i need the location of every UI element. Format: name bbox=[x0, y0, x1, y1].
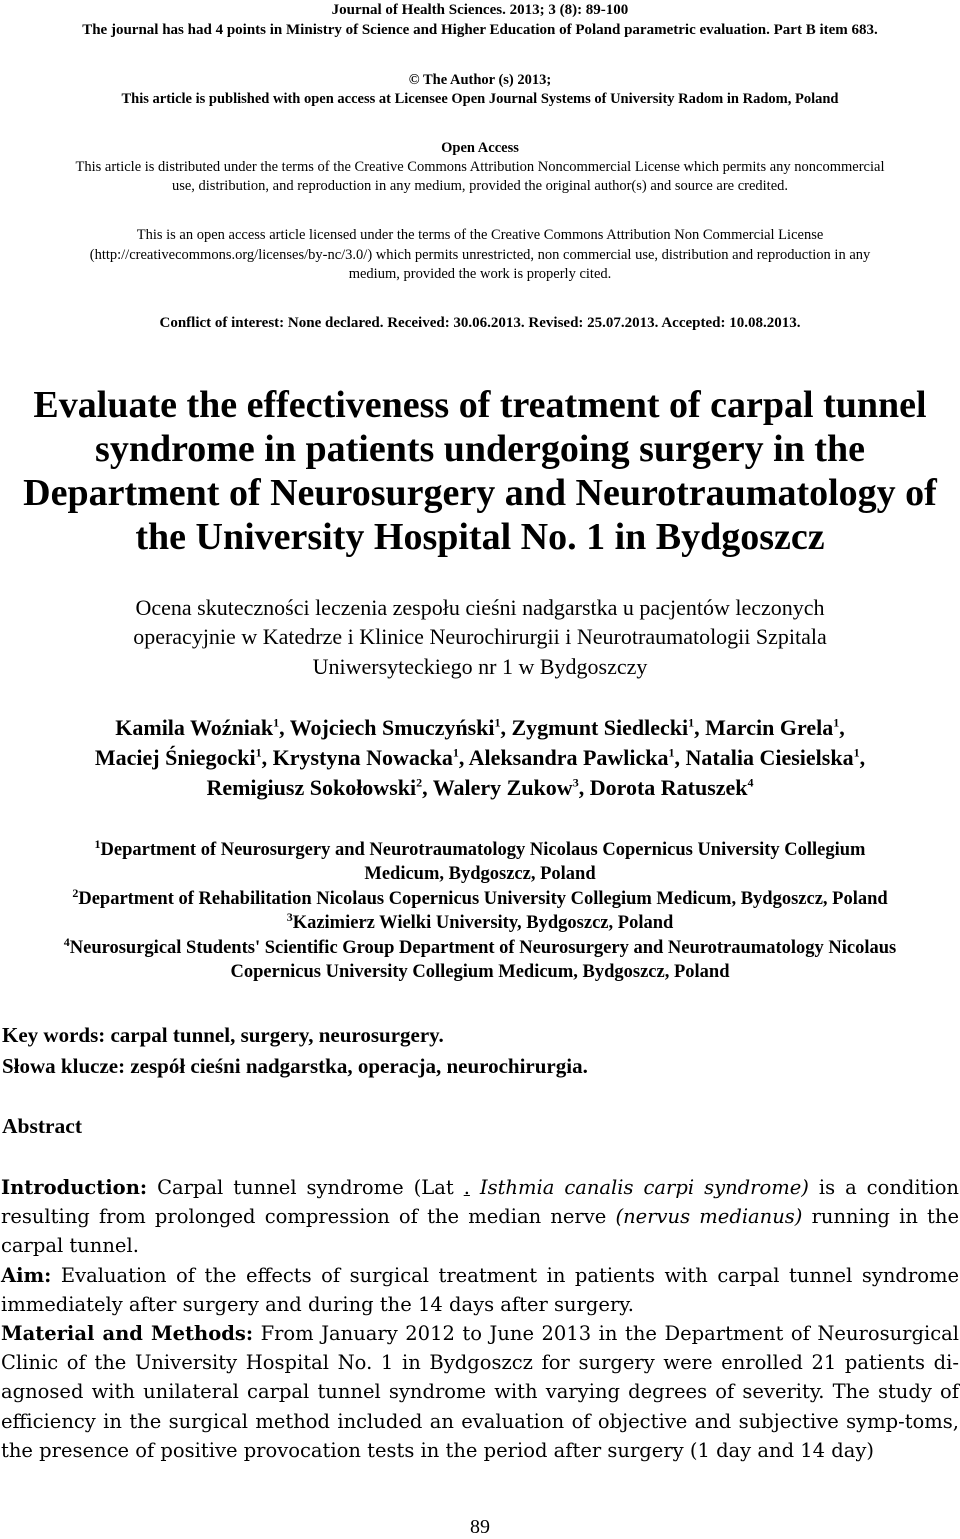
affiliation-text: Department of Rehabilitation Nicolaus Copernicus University Collegium Medicum, Bydgoszcz, Poland bbox=[78, 889, 888, 909]
author-name: Dorota Ratuszek bbox=[589, 775, 748, 800]
license-url-line: (http://creativecommons.org/licenses/by-nc/3.0/) which permits unrestricted, non commercial use, distribution and reproduction in any bbox=[89, 247, 871, 263]
license-line: medium, provided the work is properly cited. bbox=[348, 266, 612, 282]
article-title-line: syndrome in patients undergoing surgery in the bbox=[95, 428, 865, 470]
abstract-body bbox=[1, 1173, 959, 1465]
affiliation-text: Department of Neurosurgery and Neurotraumatology Nicolaus Copernicus University Collegium bbox=[100, 840, 866, 860]
affiliation-3 bbox=[0, 911, 960, 936]
affiliation-text: Kazimierz Wielki University, Bydgoszcz, Poland bbox=[292, 913, 674, 933]
affiliation-marker: 1 bbox=[452, 745, 459, 760]
affiliation-marker: 1 bbox=[494, 715, 501, 730]
license-line: This article is distributed under the terms of the Creative Commons Attribution Noncommercial License which permits any noncommercial bbox=[75, 159, 885, 175]
affiliation-marker: 1 bbox=[255, 745, 262, 760]
affiliation-number: 2 bbox=[72, 885, 79, 900]
article-title-line: Department of Neurosurgery and Neurotraumatology of bbox=[23, 472, 937, 514]
introduction-label: Introduction: bbox=[1, 1176, 148, 1199]
author-name: Marcin Grela bbox=[705, 715, 834, 740]
conflict-of-interest: Conflict of interest: None declared. Received: 30.06.2013. Revised: 25.07.2013. Accepted: 10.08.2013. bbox=[159, 315, 801, 331]
aim-text: Evaluation of the effects of surgical treatment in patients with carpal tunnel syndrome immediately after surgery and during the 14 days after surgery. bbox=[1, 1263, 959, 1316]
aim-label: Aim: bbox=[1, 1263, 52, 1287]
open-access-heading: Open Access bbox=[441, 140, 519, 156]
affiliation-1 bbox=[0, 838, 960, 863]
page-number: 89 bbox=[470, 1516, 490, 1538]
author-name: Zygmunt Siedlecki bbox=[511, 715, 689, 740]
polish-title-line: operacyjnie w Katedrze i Klinice Neurochirurgii i Neurotraumatologii Szpitala bbox=[133, 624, 827, 649]
introduction-text: Carpal tunnel syndrome (Lat bbox=[147, 1176, 464, 1199]
affiliation-number: 4 bbox=[63, 934, 70, 949]
author-name: Kamila Woźniak bbox=[115, 715, 274, 740]
journal-citation: Journal of Health Sciences. 2013; 3 (8): 89-100 bbox=[331, 2, 629, 18]
latin-term: Isthmia canalis carpi syndrome) bbox=[469, 1176, 809, 1199]
journal-points-note: The journal has had 4 points in Ministry of Science and Higher Education of Poland parametric evaluation. Part B item 683. bbox=[82, 22, 878, 38]
latin-term: (nervus medianus) bbox=[615, 1205, 803, 1229]
affiliation-marker: 1 bbox=[853, 745, 860, 760]
affiliation-1-cont: Medicum, Bydgoszcz, Poland bbox=[364, 864, 596, 884]
author-name: Krystyna Nowacka bbox=[272, 745, 453, 770]
abstract-heading: Abstract bbox=[2, 1114, 83, 1138]
polish-title-line: Ocena skuteczności leczenia zespołu cieśni nadgarstka u pacjentów leczonych bbox=[135, 595, 825, 620]
affiliation-number: 3 bbox=[286, 909, 293, 924]
affiliation-4-cont: Copernicus University Collegium Medicum, Bydgoszcz, Poland bbox=[230, 962, 730, 982]
polish-title-line: Uniwersyteckiego nr 1 w Bydgoszczy bbox=[312, 654, 648, 679]
license-line: use, distribution, and reproduction in any medium, provided the original author(s) and source are credited. bbox=[171, 178, 789, 194]
author-name: Natalia Ciesielska bbox=[685, 745, 854, 770]
affiliation-marker: 2 bbox=[416, 775, 423, 790]
author-name: Remigiusz Sokołowski bbox=[206, 775, 417, 800]
affiliation-marker: 4 bbox=[747, 775, 754, 790]
abstract-methods bbox=[1, 1319, 959, 1465]
author-name: Wojciech Smuczyński bbox=[289, 715, 495, 740]
affiliation-marker: 1 bbox=[688, 715, 695, 730]
keywords-polish: Słowa klucze: zespół cieśni nadgarstka, operacja, neurochirurgia. bbox=[2, 1054, 588, 1078]
affiliation-4 bbox=[0, 936, 960, 961]
affiliation-2 bbox=[0, 887, 960, 912]
affiliation-marker: 3 bbox=[572, 775, 579, 790]
abstract-introduction bbox=[1, 1173, 959, 1261]
introduction-text: running in the carpal tunnel. bbox=[1, 1205, 959, 1258]
methods-text: From January 2012 to June 2013 in the Department of Neurosurgical Clinic of the University Hospital No. 1 in Bydgoszcz for surgery were enrolled 21 patients di-agnosed with unilateral carpal tunnel syndrome with varying degrees of severity. The study of efficiency in the surgical method included an evaluation of objective and subjective symp-toms, the presence of positive provocation tests in the period after surgery (1 day and 14 day) bbox=[1, 1322, 959, 1462]
affiliation-marker: 1 bbox=[273, 715, 280, 730]
license-line: This is an open access article licensed under the terms of the Creative Commons Attribution Non Commercial License bbox=[136, 227, 824, 243]
abstract-aim bbox=[1, 1261, 959, 1319]
introduction-link-dot: . bbox=[463, 1176, 470, 1199]
affiliation-number: 1 bbox=[94, 836, 101, 851]
authors-line: Maciej Śniegocki$^1$, Krystyna Nowacka$^1$, Aleksandra Pawlicka$^1$, Natalia Ciesielska$^1$, bbox=[94, 745, 866, 770]
author-name: Walery Zukow bbox=[432, 775, 573, 800]
affiliation-marker: 1 bbox=[668, 745, 675, 760]
keywords-english: Key words: carpal tunnel, surgery, neurosurgery. bbox=[2, 1023, 444, 1047]
article-title-line: Evaluate the effectiveness of treatment of carpal tunnel bbox=[33, 384, 927, 426]
publication-note: This article is published with open access at Licensee Open Journal Systems of University Radom in Radom, Poland bbox=[121, 91, 839, 107]
authors-line: Kamila Woźniak$^1$, Wojciech Smuczyński$^1$, Zygmunt Siedlecki$^1$, Marcin Grela$^1$, bbox=[115, 715, 845, 740]
affiliation-text: Neurosurgical Students' Scientific Group Department of Neurosurgery and Neurotraumatology Nicolaus bbox=[69, 938, 897, 958]
affiliation-marker: 1 bbox=[833, 715, 840, 730]
methods-label: Material and Methods: bbox=[1, 1322, 254, 1346]
author-name: Aleksandra Pawlicka bbox=[468, 745, 669, 770]
author-name: Maciej Śniegocki bbox=[94, 745, 256, 770]
authors-line: Remigiusz Sokołowski$^2$, Walery Zukow$^3$, Dorota Ratuszek$^4$ bbox=[206, 775, 754, 800]
copyright-line: © The Author (s) 2013; bbox=[408, 72, 552, 88]
introduction-text: is a condition resulting from prolonged compression of the median nerve bbox=[1, 1176, 959, 1229]
article-title-line: the University Hospital No. 1 in Bydgoszcz bbox=[135, 516, 825, 558]
